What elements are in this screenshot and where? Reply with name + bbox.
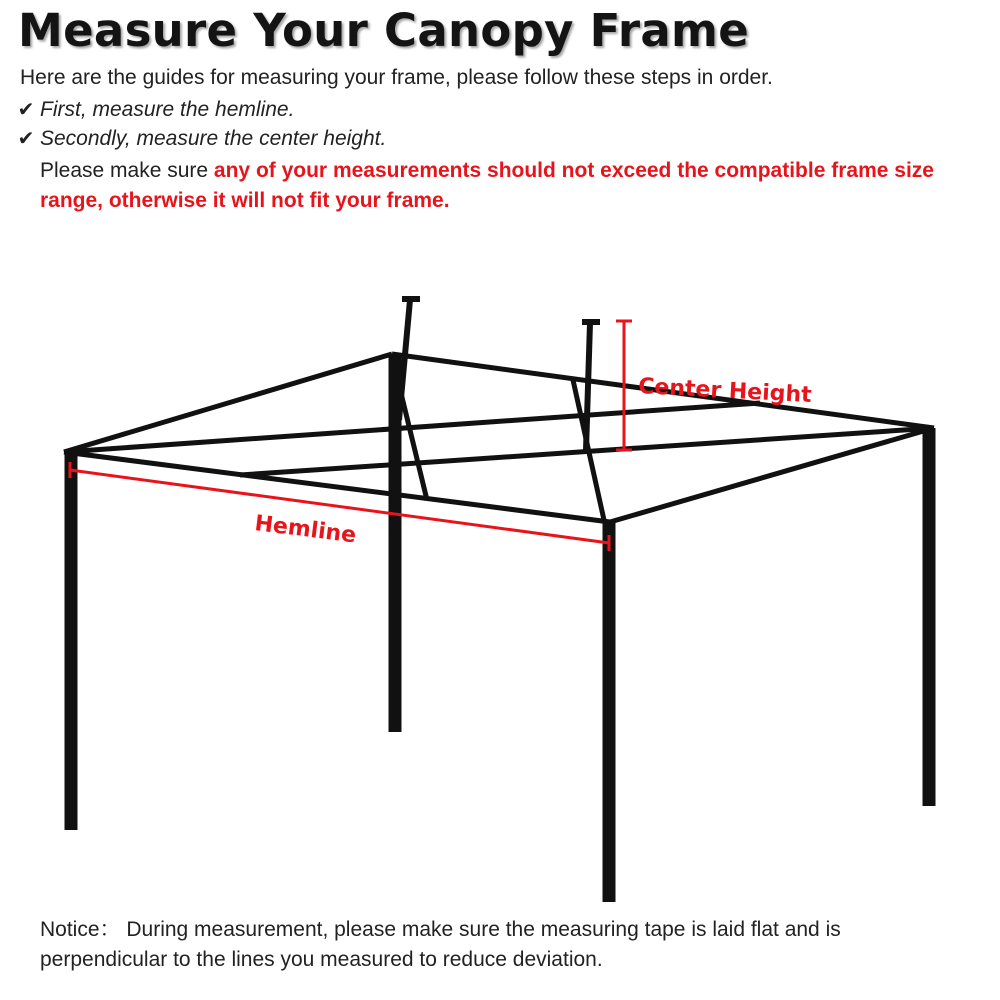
step-second-text: Secondly, measure the center height. xyxy=(40,126,387,150)
notice-body: During measurement, please make sure the measuring tape is laid flat and is perpendicular to the lines you measured to reduce deviation. xyxy=(40,918,841,971)
frame-right-side xyxy=(610,428,934,522)
notice-label: Notice： xyxy=(40,918,121,941)
frame-left-side xyxy=(64,354,392,452)
frame-front-hem xyxy=(64,452,610,522)
notice-text xyxy=(40,915,940,975)
check-icon: ✔︎ xyxy=(17,128,35,150)
page-title: Measure Your Canopy Frame xyxy=(18,4,750,57)
check-icon: ✔︎ xyxy=(17,99,35,121)
warning-highlight: any of your measurements should not exceed the compatible frame size range, otherwise it will not fit your frame. xyxy=(40,159,934,212)
center-height-label: Center Height xyxy=(637,374,813,409)
hemline-label: Hemline xyxy=(253,511,358,549)
step-first-text: First, measure the hemline. xyxy=(40,97,295,121)
center-pole-left-brace xyxy=(399,385,427,500)
intro-text: Here are the guides for measuring your frame, please follow these steps in order. xyxy=(20,66,773,89)
warning-lead: Please make sure xyxy=(40,159,214,182)
